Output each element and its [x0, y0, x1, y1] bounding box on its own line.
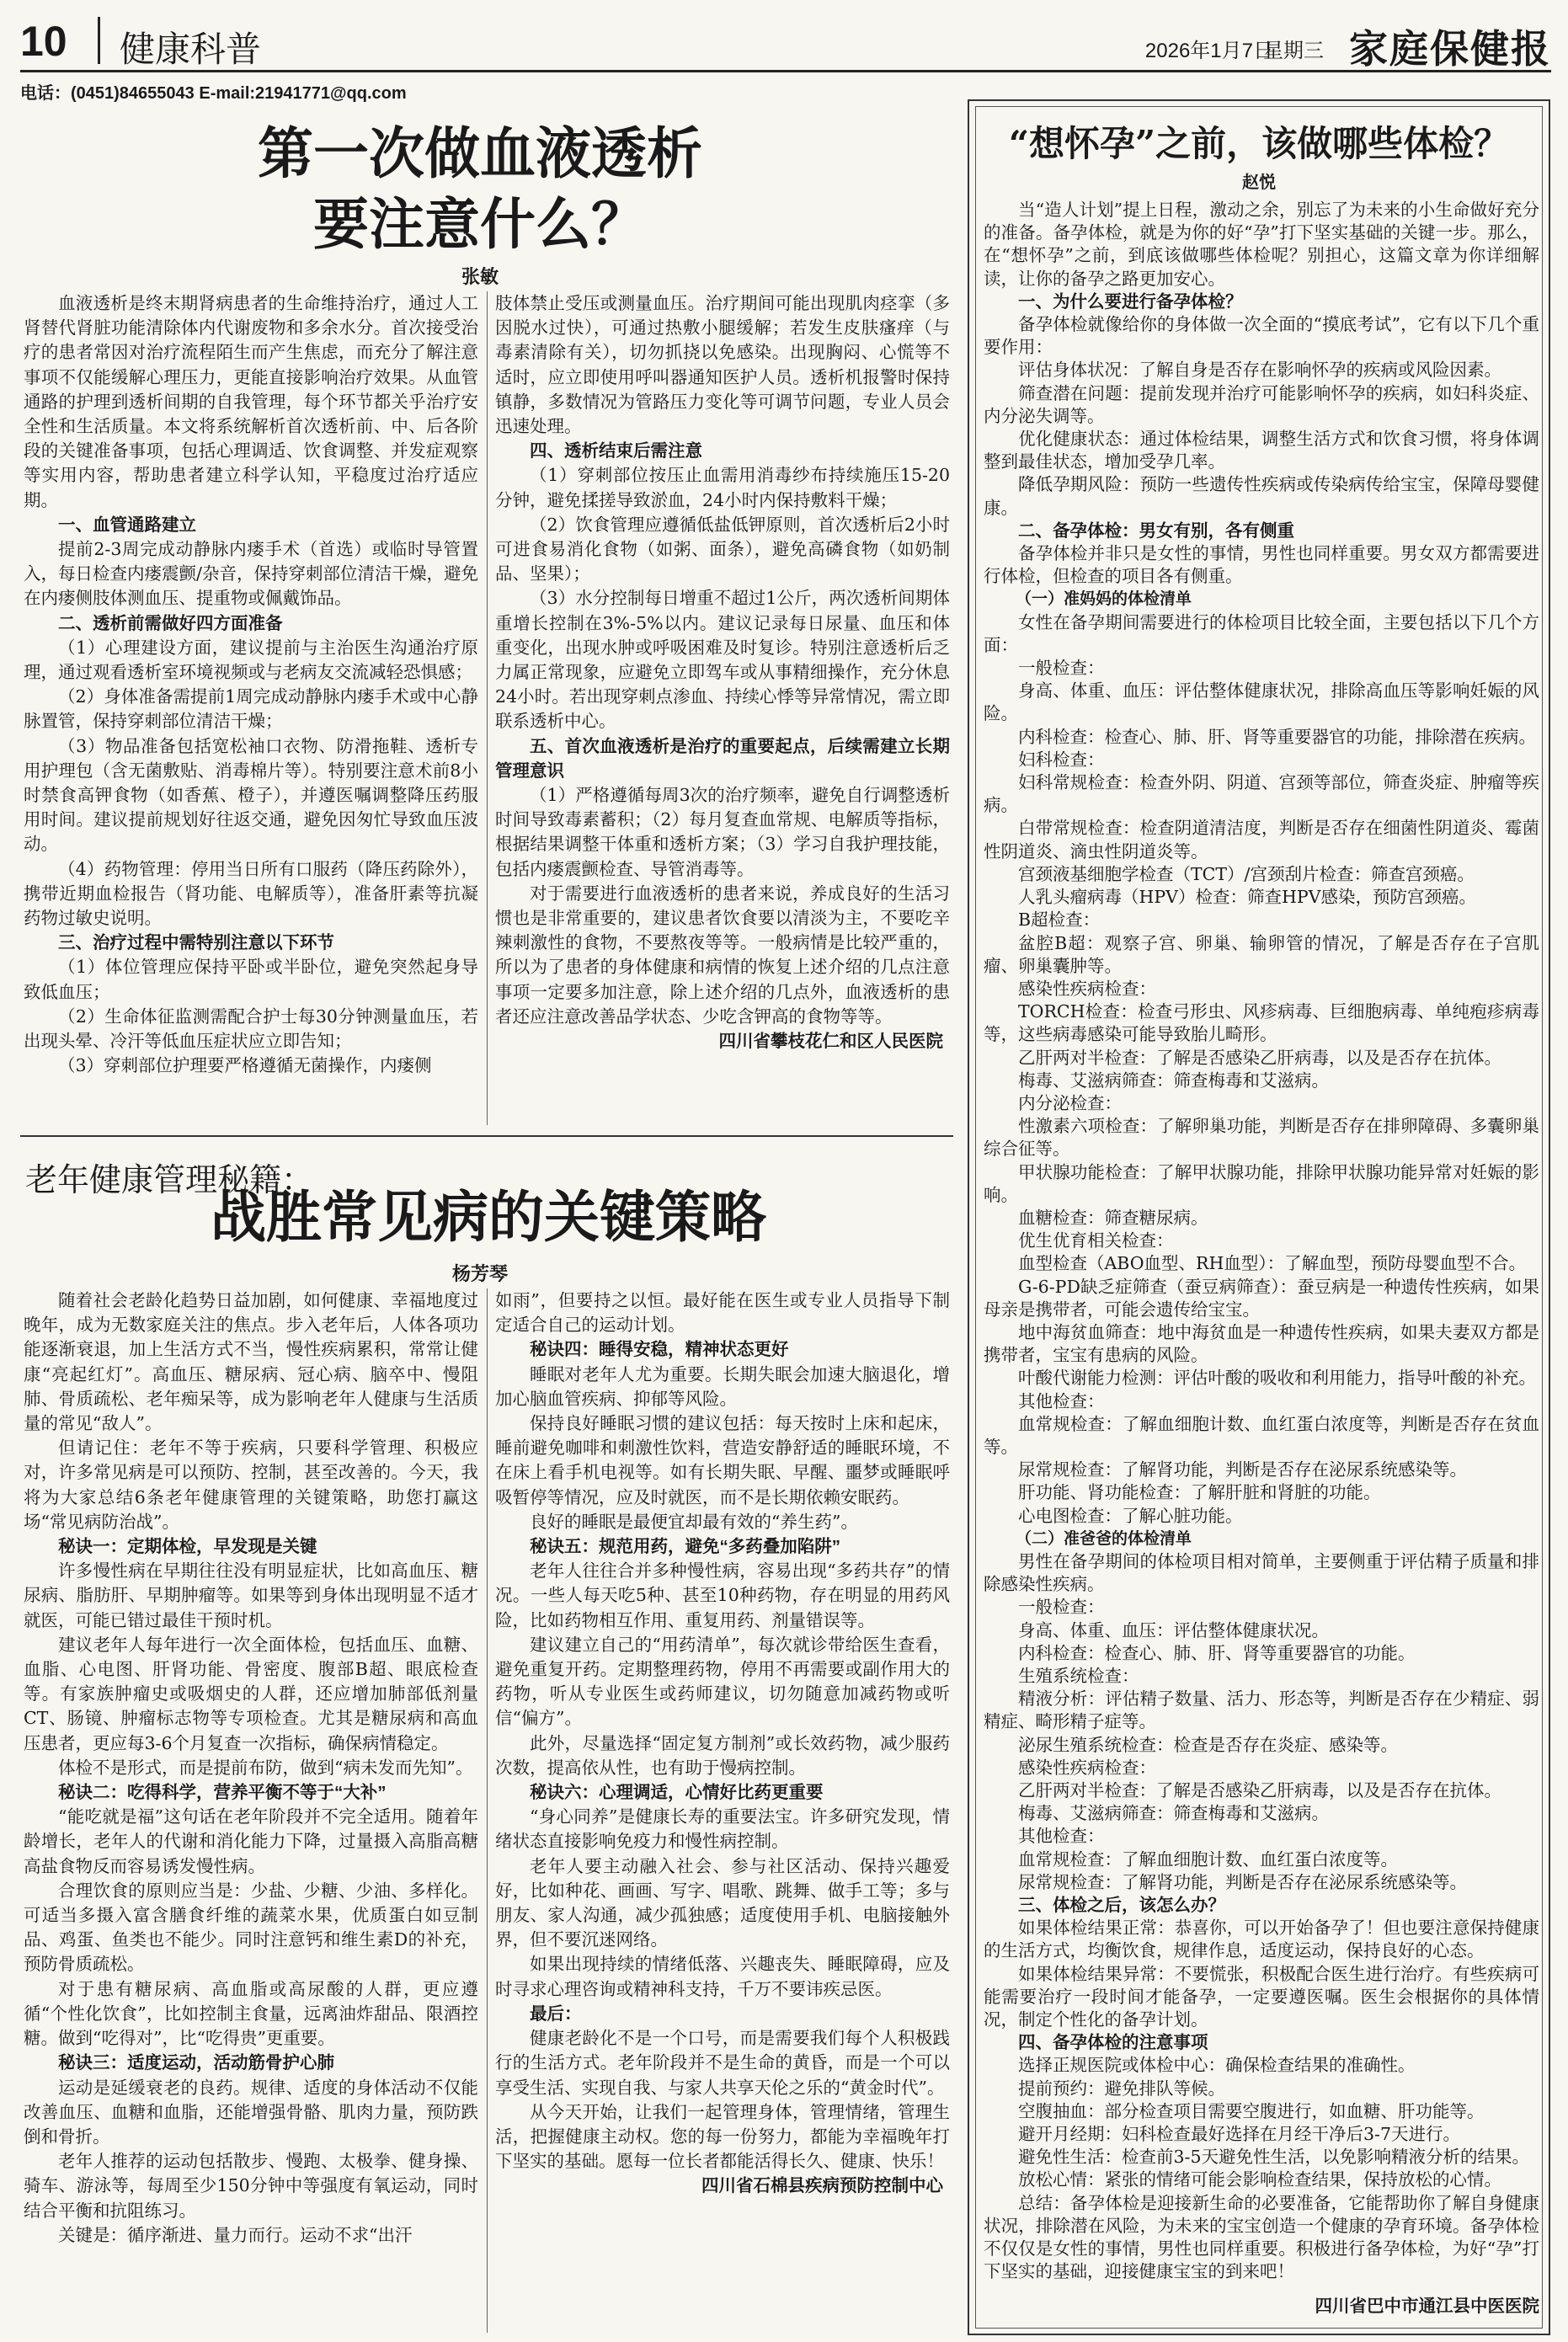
paragraph: 一般检查： [1018, 1597, 1105, 1618]
section-heading: 秘诀三：适度运动，活动筋骨护心肺 [58, 2053, 334, 2073]
paragraph: 关键是：循序渐进、量力而行。运动不求“出汗 [58, 2224, 413, 2245]
paragraph: 提前预约：避免排队等候。 [1018, 2078, 1225, 2099]
paragraph: 血液透析是终末期肾病患者的生命维持治疗，通过人工肾替代肾脏功能清除体内代谢废物和多余水分。首次接受治疗的患者常因对治疗流程陌生而产生焦虑，而充分了解注意事项不仅能缓解心理压力，更能直接影响治疗效果。从血管通路的护理到透析间期的自我管理，每个环节都关乎治疗安全性和生活质量。本文将系统解析首次透析前、中、后各阶段的关键准备事项，包括心理调适、饮食调整、并发症观察等实用内容，帮助患者建立科学认知，平稳度过治疗适应期。 [24, 293, 478, 510]
section-heading: 五、首次血液透析是治疗的重要起点，后续需建立长期管理意识 [495, 736, 950, 781]
paragraph: 泌尿生殖系统检查：检查是否存在炎症、感染等。 [1018, 1734, 1398, 1755]
section-heading: 最后： [530, 2003, 582, 2024]
paragraph: 老年人往往合并多种慢性病，容易出现“多药共存”的情况。一些人每天吃5种、甚至10种药物，存在明显的用药风险，比如药物相互作用、重复用药、剂量错误等。 [495, 1560, 950, 1630]
paragraph: 体检不是形式，而是提前布防，做到“病未发而先知”。 [58, 1757, 473, 1778]
paragraph: 良好的睡眠是最便宜却最有效的“养生药”。 [530, 1511, 858, 1532]
author-institution: 四川省巴中市通江县中医医院 [1315, 2297, 1539, 2317]
masthead-divider [98, 17, 100, 64]
section-heading: 四、备孕体检的注意事项 [1018, 2033, 1208, 2053]
paragraph: 内分泌检查： [1018, 1092, 1122, 1113]
paragraph: 随着社会老龄化趋势日益加剧，如何健康、幸福地度过晚年，成为无数家庭关注的焦点。步入老年后，人体各项功能逐渐衰退，加上生活方式不当，慢性疾病累积，常常让健康“亮起红灯”。高血压、糖尿病、冠心病、脑卒中、慢阻肺、骨质疏松、老年痴呆等，成为影响老年人健康与生活质量的常见“敌人”。 [24, 1290, 478, 1434]
paragraph: 优生优育相关检查： [1018, 1230, 1174, 1251]
paragraph: 对于需要进行血液透析的患者来说，养成良好的生活习惯也是非常重要的，建议患者饮食要以清淡为主，不要吃辛辣刺激性的食物，不要熬夜等等。一般病情是比较严重的，所以为了患者的身体健康和病情的恢复上述介绍的几点注意事项一定要多加注意，除上述介绍的几点外，血液透析的患者还应注意改善品学状态、少吃含钾高的食物等等。 [495, 883, 950, 1027]
paragraph: 乙肝两对半检查：了解是否感染乙肝病毒，以及是否存在抗体。 [1018, 1780, 1501, 1801]
sub-heading: （一）准妈妈的体检清单 [1016, 590, 1192, 609]
section-heading: 一、为什么要进行备孕体检？ [1018, 291, 1243, 312]
issue-date: 2026年1月7日 [1144, 40, 1273, 62]
paragraph: 身高、体重、血压：评估整体健康状况。 [1018, 1619, 1329, 1640]
section-name: 健康科普 [120, 29, 262, 69]
contact-line: 电话：(0451)84655043 E-mail:21941771@qq.com [20, 84, 407, 103]
paragraph: 梅毒、艾滋病筛查：筛查梅毒和艾滋病。 [1018, 1070, 1329, 1091]
section-heading: 秘诀四：睡得安稳，精神状态更好 [530, 1340, 789, 1360]
paragraph: 尿常规检查：了解肾功能，判断是否存在泌尿系统感染等。 [1018, 1871, 1467, 1892]
article1-column-1 [24, 291, 478, 1079]
paragraph: 血常规检查：了解血细胞计数、血红蛋白浓度等，判断是否存在贫血等。 [984, 1413, 1539, 1457]
paragraph: 对于患有糖尿病、高血脂或高尿酸的人群，更应遵循“个性化饮食”，比如控制主食量，远离油炸甜品、限酒控糖。做到“吃得对”，比“吃得贵”更重要。 [24, 1978, 478, 2049]
paragraph: 内科检查：检查心、肺、肝、肾等重要器官的功能。 [1018, 1642, 1416, 1663]
paragraph: 建议建立自己的“用药清单”，每次就诊带给医生查看，避免重复开药。定期整理药物，停用不再需要或副作用大的药物，听从专业医生或药师建议，切勿随意加减药物或听信“偏方”。 [495, 1634, 950, 1729]
article-separator [20, 1135, 953, 1137]
paragraph: 评估身体状况：了解自身是否存在影响怀孕的疾病或风险因素。 [1018, 360, 1501, 381]
paragraph: （2）身体准备需提前1周完成动静脉内瘘手术或中心静脉置管，保持穿刺部位清洁干燥； [24, 686, 478, 732]
paragraph: 白带常规检查：检查阴道清洁度，判断是否存在细菌性阴道炎、霉菌性阴道炎、滴虫性阴道炎等。 [984, 818, 1539, 862]
paragraph: 选择正规医院或体检中心：确保检查结果的准确性。 [1018, 2055, 1416, 2076]
paragraph: 感染性疾病检查： [1018, 978, 1156, 999]
section-heading: 一、血管通路建立 [58, 515, 196, 535]
paragraph: TORCH检查：检查弓形虫、风疹病毒、巨细胞病毒、单纯疱疹病毒等，这些病毒感染可能导致胎儿畸形。 [984, 1001, 1539, 1045]
article2-author: 杨芳琴 [451, 1263, 508, 1284]
section-heading: 二、透析前需做好四方面准备 [58, 613, 283, 633]
page-number: 10 [20, 18, 67, 65]
paragraph: “身心同养”是健康长寿的重要法宝。许多研究发现，情绪状态直接影响免疫力和慢性病控制。 [495, 1806, 950, 1852]
column-divider [487, 291, 488, 1125]
section-heading: 三、治疗过程中需特别注意以下环节 [58, 933, 334, 953]
paragraph: 女性在备孕期间需要进行的体检项目比较全面，主要包括以下几个方面： [984, 611, 1539, 655]
paragraph: 如果体检结果异常：不要慌张，积极配合医生进行治疗。有些疾病可能需要治疗一段时间才能备孕，一定要遵医嘱。医生会根据你的具体情况，制定个性化的备孕计划。 [984, 1963, 1539, 2030]
paragraph: 许多慢性病在早期往往没有明显症状，比如高血压、糖尿病、脂肪肝、早期肿瘤等。如果等到身体出现明显不适才就医，可能已错过最佳干预时机。 [24, 1560, 478, 1630]
paragraph: （1）穿刺部位按压止血需用消毒纱布持续施压15-20分钟，避免揉搓导致淤血，24小时内保持敷料干燥； [495, 465, 950, 510]
article2-kicker: 老年健康管理秘籍： [25, 1163, 314, 1198]
paragraph: 身高、体重、血压：评估整体健康状况，排除高血压等影响妊娠的风险。 [984, 680, 1539, 724]
paragraph: 精液分析：评估精子数量、活力、形态等，判断是否存在少精症、弱精症、畸形精子症等。 [984, 1688, 1539, 1732]
author-institution: 四川省石棉县疾病预防控制中心 [701, 2176, 943, 2196]
article2-title: 战胜常见病的关键策略 [211, 1184, 766, 1250]
paragraph: 妇科检查： [1018, 749, 1105, 770]
paragraph: （1）心理建设方面，建议提前与主治医生沟通治疗原理，通过观看透析室环境视频或与老病友交流减轻恐惧感； [24, 637, 478, 683]
article1-author: 张敏 [461, 266, 499, 287]
paragraph: B超检查： [1018, 910, 1101, 931]
paragraph: 提前2-3周完成动静脉内瘘手术（首选）或临时导管置入，每日检查内瘘震颤/杂音，保持穿刺部位清洁干燥，避免在内瘘侧肢体测血压、提重物或佩戴饰品。 [24, 539, 478, 609]
paragraph: 睡眠对老年人尤为重要。长期失眠会加速大脑退化，增加心脑血管疾病、抑郁等风险。 [495, 1363, 950, 1409]
section-heading: 三、体检之后，该怎么办？ [1018, 1896, 1225, 1916]
paragraph: （3）穿刺部位护理要严格遵循无菌操作，内瘘侧 [58, 1055, 432, 1076]
paragraph: 如果出现持续的情绪低落、兴趣丧失、睡眠障碍，应及时寻求心理咨询或精神科支持，千万不要讳疾忌医。 [495, 1954, 950, 1999]
paragraph: 一般检查： [1018, 658, 1105, 679]
paragraph: 建议老年人每年进行一次全面体检，包括血压、血糖、血脂、心电图、肝肾功能、骨密度、腹部B超、眼底检查等。有家族肿瘤史或吸烟史的人群，还应增加肺部低剂量CT、肠镜、肿瘤标志物等专项检查。尤其是糖尿病和高血压患者，更应每3-6个月复查一次指标，确保病情稳定。 [24, 1634, 478, 1753]
paragraph: 避开月经期：妇科检查最好选择在月经干净后3-7天进行。 [1018, 2124, 1461, 2145]
column-divider [487, 1288, 488, 2333]
paragraph: 生殖系统检查： [1018, 1666, 1139, 1686]
article3-body [984, 199, 1539, 2318]
paragraph: 如果体检结果正常：恭喜你，可以开始备孕了！但也要注意保持健康的生活方式，均衡饮食，规律作息，适度运动，保持良好的心态。 [984, 1918, 1539, 1961]
paragraph: 筛查潜在问题：提前发现并治疗可能影响怀孕的疾病，如妇科炎症、内分泌失调等。 [984, 382, 1539, 426]
paragraph: 梅毒、艾滋病筛查：筛查梅毒和艾滋病。 [1018, 1803, 1329, 1824]
paragraph: 避免性生活：检查前3-5天避免性生活，以免影响精液分析的结果。 [1018, 2147, 1530, 2168]
article3-title: “想怀孕”之前，该做哪些体检？ [1008, 123, 1510, 164]
paragraph: 此外，尽量选择“固定复方制剂”或长效药物，减少服药次数，提高依从性，也有助于慢病控制。 [495, 1732, 950, 1778]
paragraph: 心电图检查：了解心脏功能。 [1018, 1505, 1243, 1526]
article3-author: 赵悦 [1242, 173, 1276, 192]
paragraph: 备孕体检并非只是女性的事情，男性也同样重要。男女双方都需要进行体检，但检查的项目各有侧重。 [984, 543, 1539, 587]
article1-title-line2: 要注意什么？ [313, 191, 647, 257]
paragraph: 肝功能、肾功能检查：了解肝脏和肾脏的功能。 [1018, 1482, 1381, 1503]
section-heading: 秘诀六：心理调适，心情好比药更重要 [530, 1783, 824, 1803]
paragraph: （3）水分控制每日增重不超过1公斤，两次透析间期体重增长控制在3%-5%以内。建议记录每日尿量、血压和体重变化，出现水肿或呼吸困难及时复诊。特别注意透析后乏力属正常现象，应避免立即驾车或从事精细操作，充分休息24小时。若出现穿刺点渗血、持续心悸等异常情况，需立即联系透析中心。 [495, 588, 950, 732]
section-heading: 秘诀一：定期体检，早发现是关键 [58, 1537, 317, 1557]
paragraph: （3）物品准备包括宽松袖口衣物、防滑拖鞋、透析专用护理包（含无菌敷贴、消毒棉片等）。特别要注意术前8小时禁食高钾食物（如香蕉、橙子），并遵医嘱调整降压药服用时间。建议提前规划好往返交通，避免因匆忙导致血压波动。 [24, 735, 478, 855]
paragraph: 尿常规检查：了解肾功能，判断是否存在泌尿系统感染等。 [1018, 1459, 1467, 1480]
paragraph: 甲状腺功能检查：了解甲状腺功能，排除甲状腺功能异常对妊娠的影响。 [984, 1161, 1539, 1205]
paragraph: 总结：备孕体检是迎接新生命的必要准备，它能帮助你了解自身健康状况，排除潜在风险，为未来的宝宝创造一个健康的孕育环境。备孕体检不仅仅是女性的事情，男性也同样重要。积极进行备孕体检，为好“孕”打下坚实的基础，迎接健康宝宝的到来吧！ [984, 2192, 1539, 2282]
paragraph: 宫颈液基细胞学检查（TCT）/宫颈刮片检查：筛查宫颈癌。 [1018, 863, 1475, 884]
paragraph: 合理饮食的原则应当是：少盐、少糖、少油、多样化。可适当多摄入富含膳食纤维的蔬菜水果，优质蛋白如豆制品、鸡蛋、鱼类也不能少。同时注意钙和维生素D的补充，预防骨质疏松。 [24, 1880, 478, 1975]
paragraph: 空腹抽血：部分检查项目需要空腹进行，如血糖、肝功能等。 [1018, 2100, 1485, 2121]
paragraph: （1）严格遵循每周3次的治疗频率，避免自行调整透析时间导致毒素蓄积；（2）每月复查血常规、电解质等指标，根据结果调整干体重和透析方案；（3）学习自我护理技能，包括内瘘震颤检查、导管消毒等。 [495, 785, 950, 879]
article1-column-2 [495, 291, 950, 1054]
paragraph: 盆腔B超：观察子宫、卵巢、输卵管的情况，了解是否存在子宫肌瘤、卵巢囊肿等。 [984, 932, 1539, 976]
paragraph: 人乳头瘤病毒（HPV）检查：筛查HPV感染，预防宫颈癌。 [1018, 887, 1476, 908]
paragraph: （1）体位管理应保持平卧或半卧位，避免突然起身导致低血压； [24, 957, 478, 1002]
paragraph: 血糖检查：筛查糖尿病。 [1018, 1207, 1208, 1228]
paragraph: 保持良好睡眠习惯的建议包括：每天按时上床和起床，睡前避免咖啡和刺激性饮料，营造安静舒适的睡眠环境，不在床上看手机电视等。如有长期失眠、早醒、噩梦或睡眠呼吸暂停等情况，应及时就医，而不是长期依赖安眠药。 [495, 1413, 950, 1507]
paragraph: 放松心情：紧张的情绪可能会影响检查结果，保持放松的心情。 [1018, 2169, 1501, 2190]
author-institution: 四川省攀枝花仁和区人民医院 [718, 1032, 943, 1052]
paragraph: 妇科常规检查：检查外阴、阴道、宫颈等部位，筛查炎症、肿瘤等疾病。 [984, 772, 1539, 816]
paragraph: 从今天开始，让我们一起管理身体，管理情绪，管理生活，把握健康主动权。您的每一份努力，都能为幸福晚年打下坚实的基础。愿每一位长者都能活得长久、健康、快乐！ [495, 2101, 950, 2172]
paragraph: “能吃就是福”这句话在老年阶段并不完全适用。随着年龄增长，老年人的代谢和消化能力下降，过量摄入高脂高糖高盐食物反而容易诱发慢性病。 [24, 1806, 478, 1876]
article1-title-line1: 第一次做血液透析 [258, 120, 702, 186]
paragraph-continued: 肢体禁止受压或测量血压。治疗期间可能出现肌肉痉挛（多因脱水过快），可通过热敷小腿缓解；若发生皮肤瘙痒（与毒素清除有关），切勿抓挠以免感染。出现胸闷、心慌等不适时，应立即使用呼叫器通知医护人员。透析机报警时保持镇静，多数情况为管路压力变化等可调节问题，专业人员会迅速处理。 [495, 293, 950, 437]
paragraph: 降低孕期风险：预防一些遗传性疾病或传染病传给宝宝，保障母婴健康。 [984, 474, 1539, 518]
paragraph: 男性在备孕期间的体检项目相对简单，主要侧重于评估精子质量和排除感染性疾病。 [984, 1550, 1539, 1595]
article2-column-2 [495, 1288, 950, 2199]
paragraph: 健康老龄化不是一个口号，而是需要我们每个人积极践行的生活方式。老年阶段并不是生命的黄昏，而是一个可以享受生活、实现自我、与家人共享天伦之乐的“黄金时代”。 [495, 2028, 950, 2098]
paragraph: 当“造人计划”提上日程，激动之余，别忘了为未来的小生命做好充分的准备。备孕体检，就是为你的好“孕”打下坚实基础的关键一步。那么，在“想怀孕”之前，到底该做哪些体检呢？别担心，这篇文章为你详细解读，让你的备孕之路更加安心。 [984, 200, 1539, 289]
paragraph: （2）饮食管理应遵循低盐低钾原则，首次透析后2小时可进食易消化食物（如粥、面条），避免高磷食物（如奶制品、坚果）； [495, 514, 950, 584]
issue-weekday: 星期三 [1263, 40, 1324, 62]
article2-column-1 [24, 1288, 478, 2248]
paragraph: 乙肝两对半检查：了解是否感染乙肝病毒，以及是否存在抗体。 [1018, 1047, 1501, 1068]
paragraph: 优化健康状态：通过体检结果，调整生活方式和饮食习惯，将身体调整到最佳状态，增加受孕几率。 [984, 429, 1539, 472]
paragraph: 血型检查（ABO血型、RH血型）：了解血型，预防母婴血型不合。 [1018, 1253, 1527, 1274]
newspaper-name: 家庭保健报 [1349, 26, 1551, 72]
paragraph: 但请记住：老年不等于疾病，只要科学管理、积极应对，许多常见病是可以预防、控制，甚至改善的。今天，我将为大家总结6条老年健康管理的关键策略，助您打赢这场“常见病防治战”。 [24, 1438, 478, 1532]
section-heading: 秘诀二：吃得科学，营养平衡不等于“大补” [58, 1783, 387, 1803]
paragraph: 备孕体检就像给你的身体做一次全面的“摸底考试”，它有以下几个重要作用： [984, 314, 1539, 358]
sub-heading: （二）准爸爸的体检清单 [1016, 1528, 1192, 1548]
paragraph: （4）药物管理：停用当日所有口服药（降压药除外），携带近期血检报告（肾功能、电解质等），准备肝素等抗凝药物过敏史说明。 [24, 858, 478, 929]
paragraph: 老年人推荐的运动包括散步、慢跑、太极拳、健身操、骑车、游泳等，每周至少150分钟中等强度有氧运动，同时结合平衡和抗阻练习。 [24, 2151, 478, 2221]
paragraph: 其他检查： [1018, 1390, 1105, 1411]
paragraph: 内科检查：检查心、肺、肝、肾等重要器官的功能，排除潜在疾病。 [1018, 726, 1536, 747]
paragraph: 性激素六项检查：了解卵巢功能，判断是否存在排卵障碍、多囊卵巢综合征等。 [984, 1116, 1539, 1160]
paragraph: 感染性疾病检查： [1018, 1757, 1156, 1778]
paragraph: 地中海贫血筛查：地中海贫血是一种遗传性疾病，如果夫妻双方都是携带者，宝宝有患病的风险。 [984, 1321, 1539, 1366]
paragraph: （2）生命体征监测需配合护士每30分钟测量血压，若出现头晕、冷汗等低血压症状应立即告知； [24, 1006, 478, 1052]
paragraph: 其他检查： [1018, 1826, 1105, 1847]
paragraph: 血常规检查：了解血细胞计数、血红蛋白浓度等。 [1018, 1849, 1398, 1870]
section-heading: 秘诀五：规范用药，避免“多药叠加陷阱” [530, 1537, 840, 1557]
article1-title [135, 118, 825, 259]
section-heading: 四、透析结束后需注意 [530, 441, 702, 461]
paragraph: 老年人要主动融入社会、参与社区活动、保持兴趣爱好，比如种花、画画、写字、唱歌、跳舞、做手工等；多与朋友、家人沟通，减少孤独感；适度使用手机、电脑接触外界，但不要沉迷网络。 [495, 1855, 950, 1950]
paragraph-continued: 如雨”，但要持之以恒。最好能在医生或专业人员指导下制定适合自己的运动计划。 [495, 1290, 950, 1336]
paragraph: 运动是延缓衰老的良药。规律、适度的身体活动不仅能改善血压、血糖和血脂，还能增强骨骼、肌肉力量，预防跌倒和骨折。 [24, 2077, 478, 2147]
masthead [20, 12, 1551, 72]
section-heading: 二、备孕体检：男女有别，各有侧重 [1018, 520, 1294, 541]
paragraph: 叶酸代谢能力检测：评估叶酸的吸收和利用能力，指导叶酸的补充。 [1018, 1368, 1536, 1389]
paragraph: G-6-PD缺乏症筛查（蚕豆病筛查）：蚕豆病是一种遗传性疾病，如果母亲是携带者，可能会遗传给宝宝。 [984, 1276, 1539, 1320]
